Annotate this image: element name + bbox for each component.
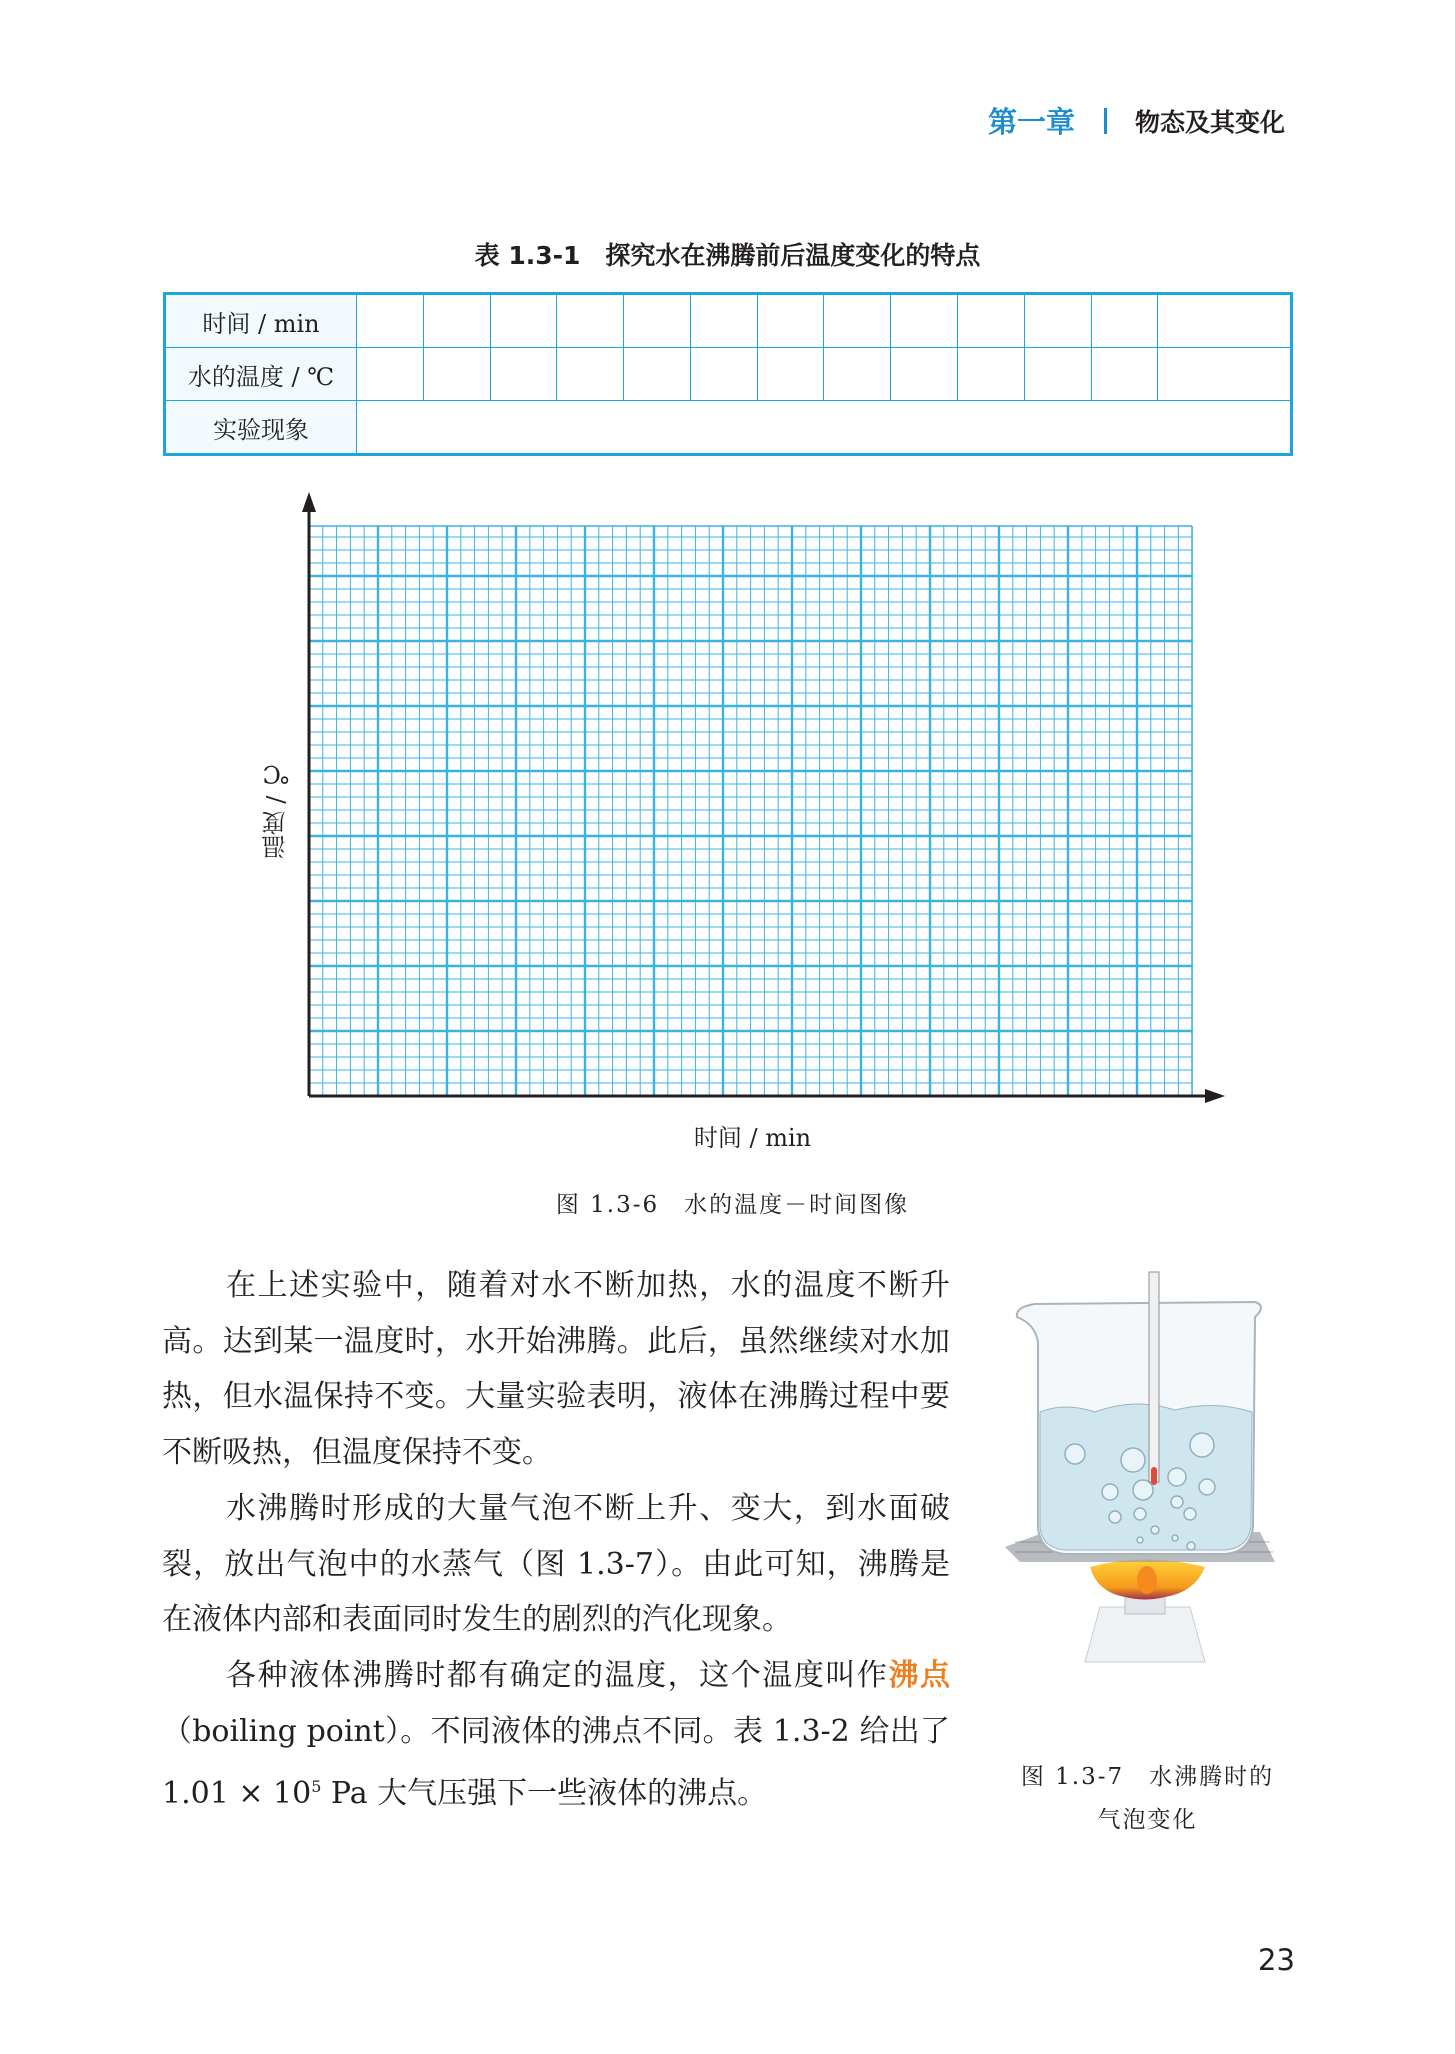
row-header: 实验现象 bbox=[165, 401, 357, 455]
page-number: 23 bbox=[1258, 1943, 1295, 1977]
chapter-title: 物态及其变化 bbox=[1135, 108, 1286, 137]
paragraph: 在上述实验中，随着对水不断加热，水的温度不断升高。达到某一温度时，水开始沸腾。此后，虽然继续对水加热，但水温保持不变。大量实验表明，液体在沸腾过程中要不断吸热，但温度保持不变。 bbox=[162, 1268, 950, 1471]
body-text bbox=[162, 1258, 950, 1822]
boiling-beaker-illustration bbox=[1005, 1262, 1285, 1722]
paragraph-text: Pa 大气压强下一些液体的沸点。 bbox=[321, 1776, 768, 1812]
key-term-boiling-point: 沸点 bbox=[888, 1657, 951, 1693]
x-axis-label: 时间 / min bbox=[693, 1124, 812, 1152]
paragraph bbox=[162, 1648, 950, 1822]
paragraph-text: （boiling point）。不同液体的沸点不同。表 1.3-2 给出了 1.01 × 10 bbox=[162, 1713, 950, 1812]
table-caption: 表 1.3-1 探究水在沸腾前后温度变化的特点 bbox=[474, 241, 981, 270]
y-axis-arrow-icon bbox=[302, 492, 316, 512]
exponent: 5 bbox=[311, 1777, 322, 1797]
chapter-label: 第一章 bbox=[988, 105, 1076, 139]
paragraph-text: 各种液体沸腾时都有确定的温度，这个温度叫作 bbox=[226, 1657, 889, 1693]
y-axis-label: 温度 / ℃ bbox=[262, 760, 290, 860]
figure-caption-line: 气泡变化 bbox=[1097, 1807, 1198, 1833]
x-axis-arrow-icon bbox=[1205, 1089, 1225, 1103]
row-header: 时间 / min bbox=[165, 294, 357, 348]
row-header: 水的温度 / ℃ bbox=[165, 348, 357, 401]
chart-caption: 图 1.3-6 水的温度－时间图像 bbox=[555, 1192, 910, 1218]
figure-caption-line: 图 1.3-7 水沸腾时的 bbox=[1020, 1764, 1275, 1790]
figure-caption bbox=[1010, 1756, 1285, 1842]
paragraph: 水沸腾时形成的大量气泡不断上升、变大，到水面破裂，放出气泡中的水蒸气（图 1.3-7）。由此可知，沸腾是在液体内部和表面同时发生的剧烈的汽化现象。 bbox=[162, 1490, 950, 1638]
